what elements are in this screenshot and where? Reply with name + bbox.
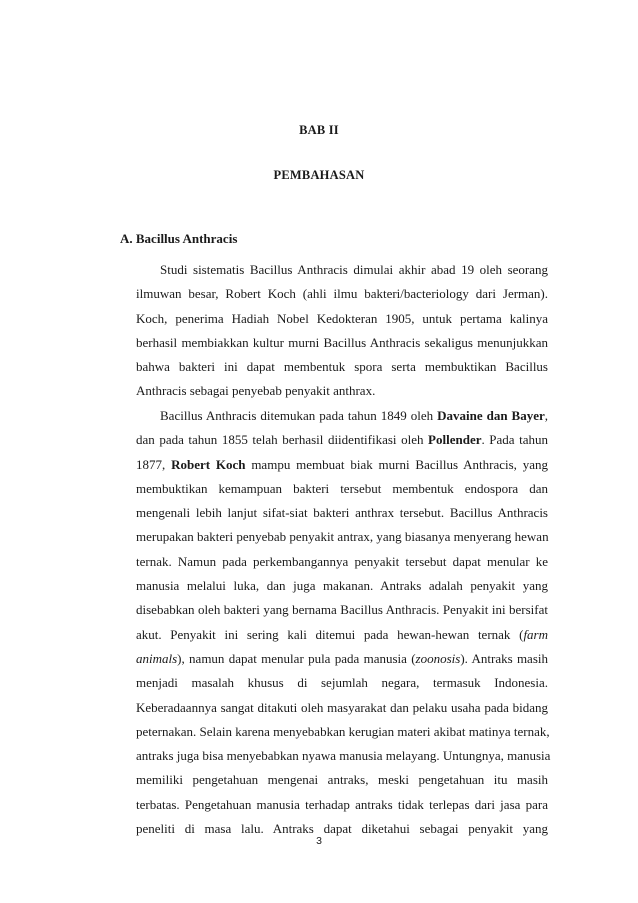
paragraph-1: [136, 258, 548, 404]
paragraph-line: Studi sistematis Bacillus Anthracis dimulai akhir abad 19 oleh seorang: [160, 262, 548, 277]
bold-term: Pollender: [428, 432, 482, 448]
chapter-title: PEMBAHASAN: [273, 168, 365, 182]
page-number: 3: [316, 835, 322, 847]
chapter-number: BAB II: [299, 123, 339, 137]
section-heading: A. Bacillus Anthracis: [120, 231, 238, 246]
paragraph-line: peternakan. Selain karena menyebabkan kerugian materi akibat matinya ternak,: [136, 723, 550, 739]
paragraph-line: memiliki pengetahuan mengenai antraks, meski pengetahuan itu masih: [136, 772, 548, 788]
text-run: . Pada tahun: [481, 432, 548, 448]
italic-term: farm: [523, 626, 548, 642]
italic-term: animals: [136, 650, 178, 666]
text-run: Bacillus Anthracis ditemukan pada tahun 1849 oleh: [160, 408, 438, 423]
paragraph-line: peneliti di masa lalu. Antraks dapat diketahui sebagai penyakit yang: [136, 821, 548, 837]
paragraph-line: [136, 404, 548, 428]
text-run: akut. Penyakit ini sering kali ditemui pada hewan-hewan ternak (: [136, 626, 524, 642]
paragraph-line: [136, 453, 548, 477]
text-run: ). Antraks masih: [460, 650, 548, 666]
paragraph-line: disebabkan oleh bakteri yang bernama Bacillus Anthracis. Penyakit ini bersifat: [136, 602, 548, 618]
text-run: ), namun dapat menular pula pada manusia (: [177, 650, 416, 666]
paragraph-line: ilmuwan besar, Robert Koch (ahli ilmu bakteri/bacteriology dari Jerman).: [136, 286, 548, 302]
bold-term: Davaine dan Bayer: [437, 408, 545, 423]
text-run: 1877,: [136, 456, 172, 472]
paragraph-line: manusia melalui luka, dan juga makanan. Antraks adalah penyakit yang: [136, 578, 548, 594]
paragraph-line: Keberadaannya sangat ditakuti oleh masyarakat dan pelaku usaha pada bidang: [136, 699, 548, 715]
bold-term: Robert Koch: [171, 456, 246, 472]
text-run: mampu membuat biak murni Bacillus Anthracis, yang: [245, 456, 548, 472]
paragraph-line: merupakan bakteri penyebab penyakit antrax, yang biasanya menyerang hewan: [136, 529, 549, 545]
paragraph-line: Anthracis sebagai penyebab penyakit anthrax.: [136, 383, 376, 399]
paragraph-line: antraks juga bisa menyebabkan nyawa manusia melayang. Untungnya, manusia: [136, 748, 551, 764]
paragraph-line: [136, 623, 548, 647]
paragraph-line: menjadi masalah khusus di sejumlah negara, termasuk Indonesia.: [136, 675, 548, 691]
paragraph-line: [136, 428, 548, 452]
paragraph-2: [136, 404, 551, 841]
text-run: dan pada tahun 1855 telah berhasil diidentifikasi oleh: [136, 432, 429, 448]
italic-term: zoonosis: [415, 650, 461, 666]
paragraph-line: mengenali lebih lanjut sifat-siat bakteri anthrax tersebut. Bacillus Anthracis: [136, 505, 548, 521]
text-run: ,: [544, 408, 549, 423]
paragraph-line: terbatas. Pengetahuan manusia terhadap antraks tidak terlepas dari jasa para: [136, 796, 548, 812]
paragraph-line: Koch, penerima Hadiah Nobel Kedokteran 1905, untuk pertama kalinya: [136, 310, 548, 326]
paragraph-line: bahwa bakteri ini dapat membentuk spora serta membuktikan Bacillus: [136, 359, 548, 375]
paragraph-line: [136, 647, 548, 671]
paragraph-line: ternak. Namun pada perkembangannya penyakit tersebut dapat menular ke: [136, 553, 548, 569]
paragraph-line: berhasil membiakkan kultur murni Bacillus Anthracis sekaligus menunjukkan: [136, 334, 548, 350]
paragraph-line: membuktikan kemampuan bakteri tersebut membentuk endospora dan: [136, 480, 548, 496]
